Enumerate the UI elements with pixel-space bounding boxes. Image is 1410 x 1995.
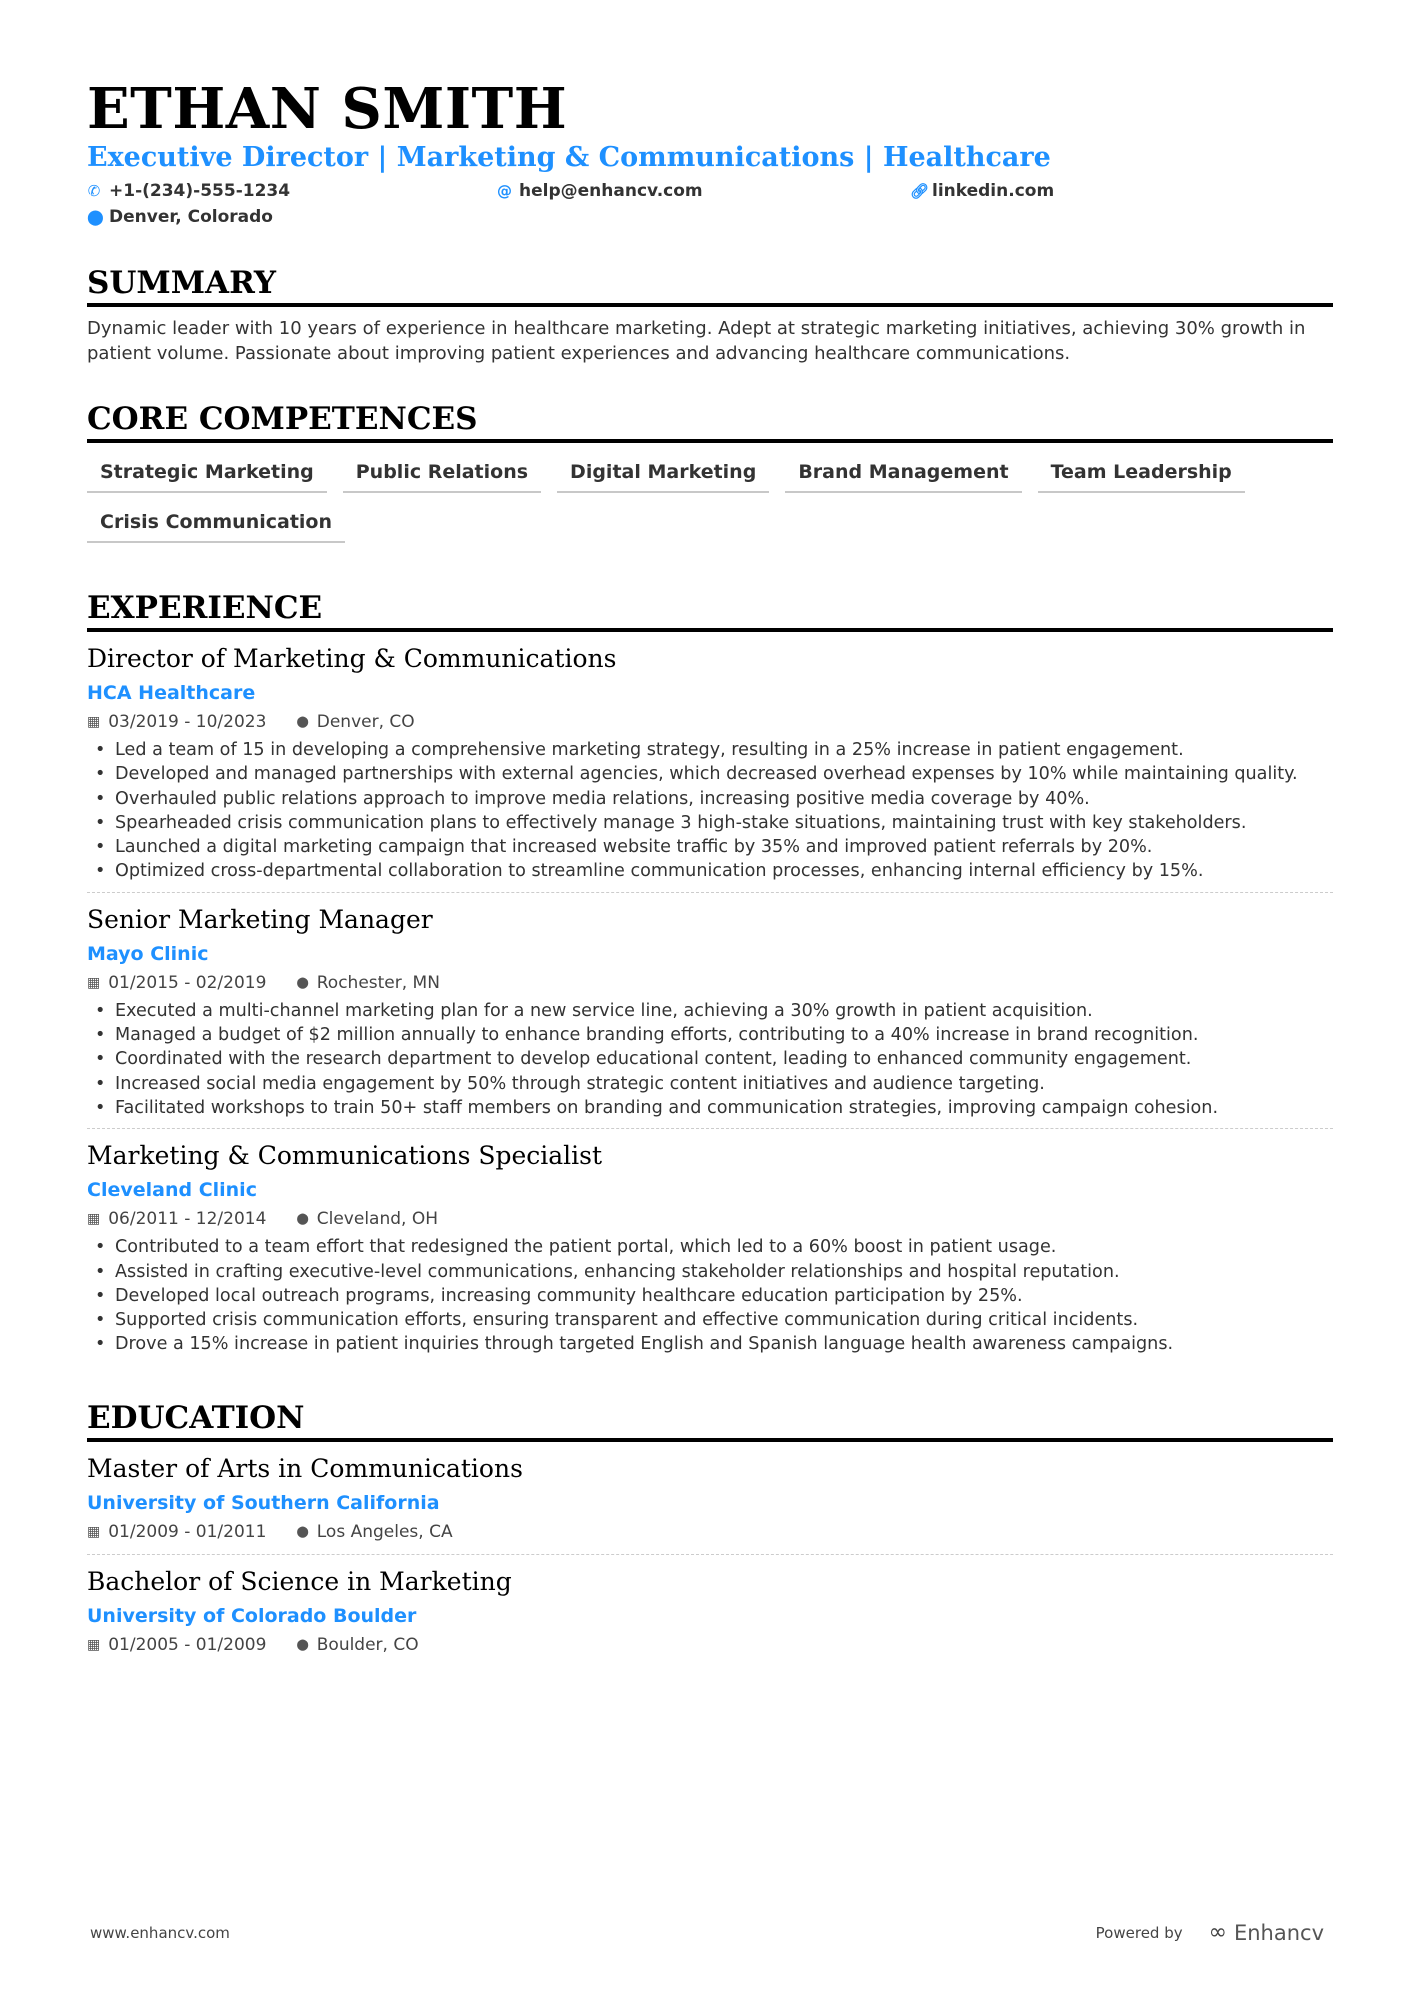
- entry-dates: 01/2009 - 01/2011: [108, 1521, 267, 1542]
- entry-location: [296, 1631, 418, 1659]
- education-entry: [87, 1555, 1333, 1667]
- competence-chip: Digital Marketing: [557, 455, 769, 493]
- bullet-item: • Facilitated workshops to train 50+ staff members on branding and communication strategies, improving campaign cohesion.: [87, 1096, 1333, 1120]
- bullet-item: • Drove a 15% increase in patient inquiries through targeted English and Spanish language health awareness campaigns.: [87, 1332, 1333, 1356]
- entry-dates: 03/2019 - 10/2023: [108, 712, 267, 732]
- location-text: Denver, Colorado: [109, 207, 273, 227]
- section-title: EXPERIENCE: [87, 589, 1333, 632]
- bullet-item: • Supported crisis communication efforts, ensuring transparent and effective communication during critical incidents.: [87, 1308, 1333, 1332]
- brand: [1096, 1920, 1324, 1945]
- link[interactable]: [910, 178, 1054, 204]
- education-list: [87, 1442, 1333, 1667]
- job-title: Director of Marketing & Communications: [87, 644, 617, 673]
- competence-chip: Crisis Communication: [87, 505, 345, 543]
- experience-list: [87, 632, 1333, 1365]
- entry-meta: [87, 1205, 1333, 1233]
- job-title: Marketing & Communications Specialist: [87, 1141, 603, 1171]
- enhancv-logo-icon: ∞: [1208, 1920, 1224, 1945]
- calendar-icon: ▦: [87, 974, 101, 991]
- entry-location-text: Denver, CO: [316, 712, 415, 732]
- entry-dates: 06/2011 - 12/2014: [108, 1209, 267, 1230]
- company-name: HCA Healthcare: [87, 682, 256, 704]
- bullet-item: • Contributed to a team effort that redesigned the patient portal, which led to a 60% boost in patient usage.: [87, 1235, 1333, 1259]
- resume: [87, 78, 1333, 1667]
- entry-dates: 01/2015 - 02/2019: [108, 972, 267, 993]
- bullet-item: • Coordinated with the research department to develop educational content, leading to enhanced community engagement.: [87, 1047, 1333, 1071]
- entry-location: [296, 1518, 452, 1546]
- entry-dates: 01/2005 - 01/2009: [108, 1634, 267, 1655]
- location-pin-icon: ⬤: [296, 975, 309, 989]
- school-name: University of Colorado Boulder: [87, 1604, 417, 1627]
- section-title: CORE COMPETENCES: [87, 400, 1333, 443]
- footer: [90, 1920, 1324, 1945]
- link-text[interactable]: linkedin.com: [932, 181, 1055, 201]
- bullet-item: • Increased social media engagement by 50% through strategic content initiatives and audience targeting.: [87, 1072, 1333, 1096]
- entry-meta: [87, 1631, 1333, 1659]
- bullet-item: • Led a team of 15 in developing a comprehensive marketing strategy, resulting in a 25% increase in patient engagement.: [87, 738, 1333, 762]
- phone: [87, 178, 497, 204]
- entry-location-text: Los Angeles, CA: [316, 1521, 453, 1542]
- entry-location: [296, 1205, 438, 1233]
- entry-location-text: Rochester, MN: [316, 972, 440, 993]
- competences-section: [87, 400, 1333, 555]
- link-icon: 🔗︎: [910, 182, 930, 200]
- summary-text: Dynamic leader with 10 years of experience in healthcare marketing. Adept at strategic marketing initiatives, achieving 30% growth in patient volume. Passionate about improving patient experiences and advancing healthcare communications.: [87, 318, 1306, 364]
- competence-list: [87, 455, 1333, 555]
- footer-site[interactable]: www.enhancv.com: [90, 1923, 230, 1942]
- bullet-item: • Executed a multi-channel marketing plan for a new service line, achieving a 30% growth in patient acquisition.: [87, 999, 1333, 1023]
- education-section: [87, 1399, 1333, 1667]
- company-name: Cleveland Clinic: [87, 1179, 257, 1202]
- bullet-item: • Managed a budget of $2 million annually to enhance branding efforts, contributing to a 40% increase in brand recognition.: [87, 1023, 1333, 1047]
- phone-icon: ✆: [87, 182, 101, 200]
- location-pin-icon: ⬤: [87, 208, 104, 226]
- entry-location-text: Boulder, CO: [316, 1634, 419, 1655]
- at-icon: @: [497, 182, 512, 200]
- calendar-icon: ▦: [87, 1523, 101, 1540]
- location-pin-icon: ⬤: [296, 1524, 309, 1538]
- bullet-item: • Spearheaded crisis communication plans to effectively manage 3 high-stake situations, maintaining trust with key stakeholders.: [87, 811, 1333, 835]
- entry-location-text: Cleveland, OH: [316, 1209, 438, 1230]
- email-text[interactable]: help@enhancv.com: [519, 181, 703, 201]
- entry-meta: [87, 969, 1333, 997]
- bullet-list: [87, 1235, 1333, 1356]
- bullet-item: • Launched a digital marketing campaign that increased website traffic by 35% and improved patient referrals by 20%.: [87, 835, 1333, 859]
- calendar-icon: ▦: [87, 714, 101, 730]
- location-pin-icon: ⬤: [296, 715, 309, 728]
- email[interactable]: [497, 178, 910, 204]
- experience-section: [87, 589, 1333, 1365]
- degree: Master of Arts in Communications: [87, 1453, 523, 1483]
- phone-text: +1-(234)-555-1234: [109, 181, 291, 201]
- degree: Bachelor of Science in Marketing: [87, 1566, 512, 1596]
- brand-name: Enhancv: [1233, 1920, 1324, 1945]
- bullet-item: • Optimized cross-departmental collaboration to streamline communication processes, enhancing internal efficiency by 15%.: [87, 859, 1333, 883]
- bullet-item: • Developed local outreach programs, increasing community healthcare education participation by 25%.: [87, 1284, 1333, 1308]
- experience-entry: [87, 1129, 1333, 1364]
- contact-info: [87, 178, 1333, 230]
- bullet-item: • Overhauled public relations approach to improve media relations, increasing positive media coverage by 40%.: [87, 787, 1333, 811]
- experience-entry: [87, 893, 1333, 1129]
- summary-section: [87, 264, 1333, 366]
- education-entry: [87, 1442, 1333, 1555]
- entry-location: [296, 969, 440, 997]
- section-title: EDUCATION: [87, 1399, 1333, 1442]
- location: [87, 204, 1333, 230]
- school-name: University of Southern California: [87, 1491, 440, 1514]
- job-title: Senior Marketing Manager: [87, 904, 433, 934]
- competence-chip: Team Leadership: [1038, 455, 1245, 493]
- calendar-icon: ▦: [87, 1211, 101, 1228]
- powered-by: Powered by: [1095, 1923, 1183, 1942]
- bullet-item: • Assisted in crafting executive-level communications, enhancing stakeholder relationships and hospital reputation.: [87, 1260, 1333, 1284]
- entry-location: [296, 708, 414, 736]
- candidate-name: ETHAN SMITH: [87, 76, 568, 142]
- location-pin-icon: ⬤: [296, 1212, 309, 1226]
- bullet-list: [87, 738, 1333, 884]
- entry-meta: [87, 708, 1333, 736]
- headline: Executive Director | Marketing & Communications | Healthcare: [87, 142, 1051, 173]
- company-name: Mayo Clinic: [87, 942, 209, 965]
- section-title: SUMMARY: [87, 264, 1333, 307]
- location-pin-icon: ⬤: [296, 1637, 309, 1651]
- bullet-item: • Developed and managed partnerships with external agencies, which decreased overhead expenses by 10% while maintaining quality.: [87, 762, 1333, 786]
- experience-entry: [87, 632, 1333, 893]
- competence-chip: Strategic Marketing: [87, 455, 327, 493]
- competence-chip: Brand Management: [785, 455, 1021, 493]
- competence-chip: Public Relations: [343, 455, 541, 493]
- calendar-icon: ▦: [87, 1636, 101, 1653]
- entry-meta: [87, 1518, 1333, 1546]
- bullet-list: [87, 999, 1333, 1120]
